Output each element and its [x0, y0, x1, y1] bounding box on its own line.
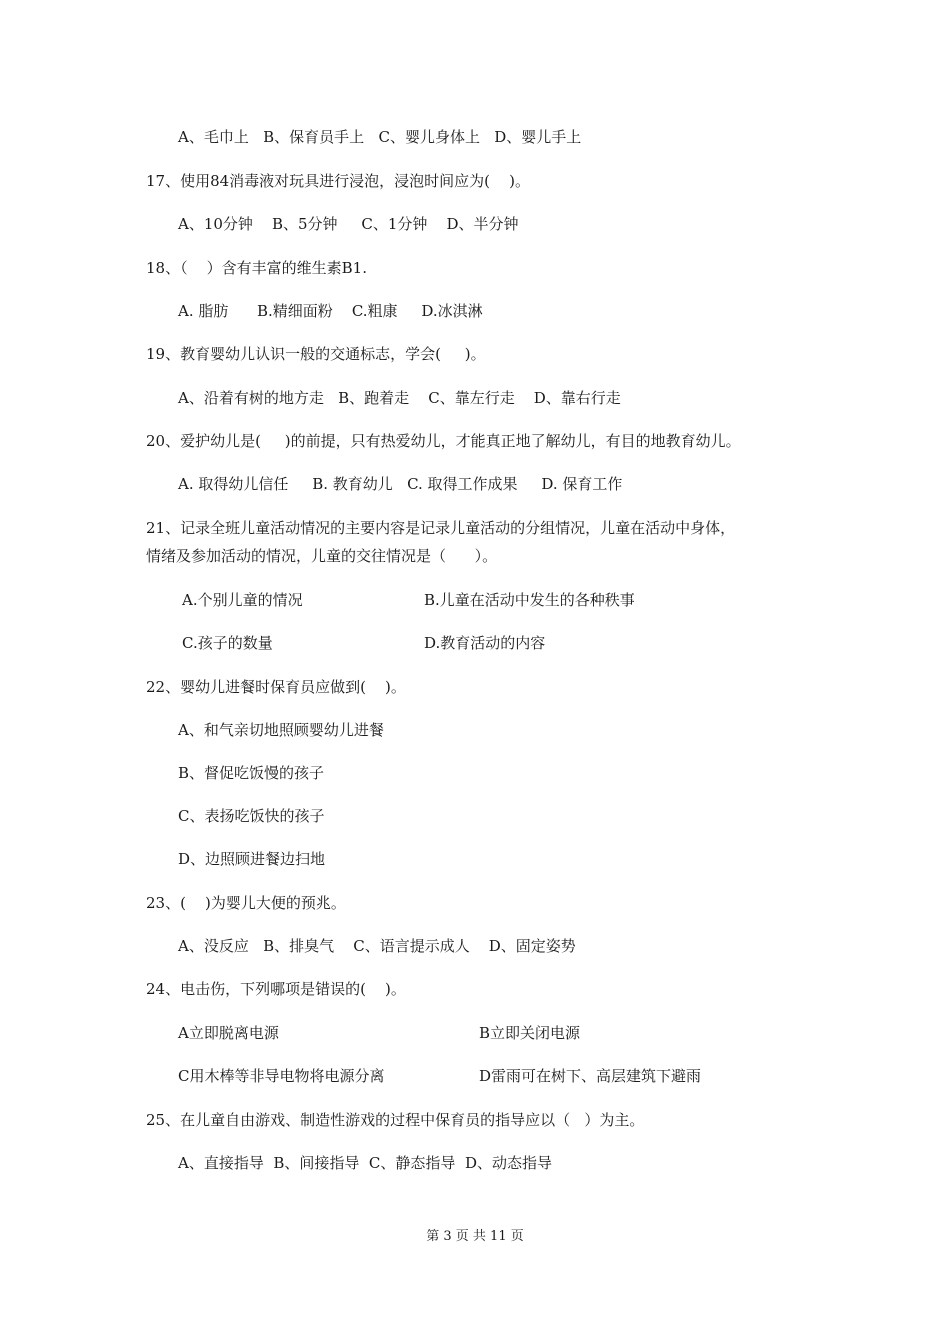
q18-options: A. 脂肪 B.精细面粉 C.粗康 D.冰淇淋	[178, 302, 483, 320]
q24-option-b: B立即关闭电源	[479, 1024, 581, 1042]
q21-option-b: B.儿童在活动中发生的各种秩事	[424, 591, 635, 609]
q21-option-d: D.教育活动的内容	[424, 634, 546, 652]
q23-text: 23、( )为婴儿大便的预兆。	[146, 894, 346, 912]
q22-option-d: D、边照顾进餐边扫地	[178, 850, 326, 868]
q24-text: 24、电击伤，下列哪项是错误的( )。	[146, 980, 406, 998]
q20-text: 20、爱护幼儿是( )的前提，只有热爱幼儿，才能真正地了解幼儿，有目的地教育幼儿。	[146, 432, 741, 450]
q22-option-b: B、督促吃饭慢的孩子	[178, 764, 325, 782]
q18-text: 18、（ ）含有丰富的维生素B1.	[146, 259, 367, 277]
q17-options: A、10分钟 B、5分钟 C、1分钟 D、半分钟	[178, 215, 519, 233]
q21-option-a: A.个别儿童的情况	[182, 591, 303, 609]
q25-text: 25、在儿童自由游戏、制造性游戏的过程中保育员的指导应以（ ）为主。	[146, 1111, 645, 1129]
q21-text-line1: 21、记录全班儿童活动情况的主要内容是记录儿童活动的分组情况，儿童在活动中身体，	[146, 519, 736, 537]
q17-text: 17、使用84消毒液对玩具进行浸泡，浸泡时间应为( )。	[146, 172, 530, 190]
q24-option-a: A立即脱离电源	[178, 1024, 279, 1042]
q24-option-c: C用木棒等非导电物将电源分离	[178, 1067, 385, 1085]
q22-text: 22、婴幼儿进餐时保育员应做到( )。	[146, 678, 406, 696]
q25-options: A、直接指导 B、间接指导 C、静态指导 D、动态指导	[178, 1154, 552, 1172]
page-footer: 第 3 页 共 11 页	[426, 1229, 524, 1244]
q22-option-c: C、表扬吃饭快的孩子	[178, 807, 325, 825]
q19-options: A、沿着有树的地方走 B、跑着走 C、靠左行走 D、靠右行走	[178, 389, 621, 407]
q24-option-d: D雷雨可在树下、高层建筑下避雨	[479, 1067, 702, 1085]
q20-options: A. 取得幼儿信任 B. 教育幼儿 C. 取得工作成果 D. 保育工作	[178, 475, 623, 493]
q23-options: A、没反应 B、排臭气 C、语言提示成人 D、固定姿势	[178, 937, 576, 955]
q21-option-c: C.孩子的数量	[182, 634, 273, 652]
q22-option-a: A、和气亲切地照顾婴幼儿进餐	[178, 721, 384, 739]
q16-options: A、毛巾上 B、保育员手上 C、婴儿身体上 D、婴儿手上	[178, 128, 582, 146]
q21-text-line2: 情绪及参加活动的情况，儿童的交往情况是（ ）。	[146, 547, 498, 565]
q19-text: 19、教育婴幼儿认识一般的交通标志，学会( )。	[146, 345, 486, 363]
